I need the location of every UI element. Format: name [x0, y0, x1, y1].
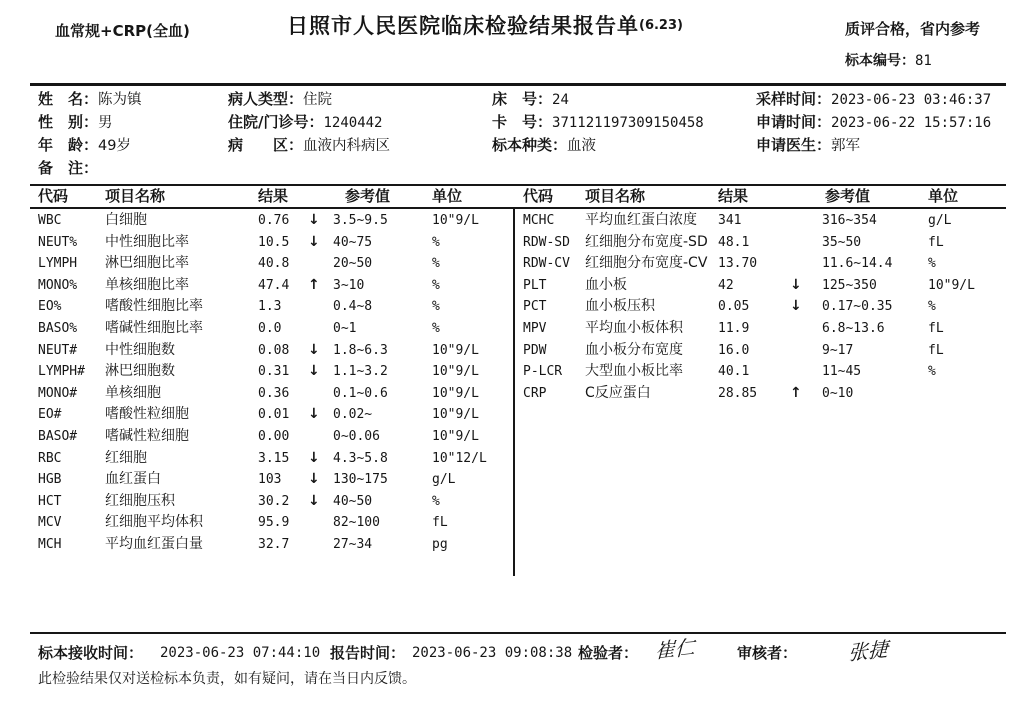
- test-unit: %: [432, 256, 440, 272]
- test-name: 红细胞分布宽度-SD: [585, 233, 708, 250]
- test-result: 0.0: [258, 320, 282, 336]
- examiner-label: 检验者：: [578, 644, 639, 662]
- reference-range: 82~100: [333, 515, 380, 531]
- test-type-label: 血常规+CRP(全血): [55, 22, 190, 40]
- reference-range: 0~1: [333, 320, 357, 336]
- patient-sex-field: 性 别：男: [38, 113, 113, 131]
- col-header-name: 项目名称: [585, 187, 646, 205]
- report-footer: [0, 634, 1036, 666]
- abnormal-flag-icon: [308, 534, 333, 556]
- ward-field: 病 区：血液内科病区: [228, 136, 391, 154]
- reference-range: 6.8~13.6: [822, 320, 885, 336]
- test-result: 10.5: [258, 234, 290, 250]
- abnormal-flag-icon: [308, 318, 333, 340]
- abnormal-flag-icon: [308, 512, 333, 534]
- test-result: 0.08: [258, 342, 290, 358]
- col-header-code: 代码: [38, 187, 69, 205]
- abnormal-flag-icon: [790, 210, 822, 232]
- abnormal-flag-icon: ↓: [308, 233, 320, 250]
- test-result: 13.70: [718, 256, 758, 272]
- test-result: 28.85: [718, 385, 758, 401]
- reference-range: 0.4~8: [333, 299, 373, 315]
- patient-row: [30, 88, 1006, 111]
- patient-row: [30, 157, 1006, 180]
- test-code: PDW: [523, 342, 547, 358]
- test-unit: %: [928, 364, 936, 380]
- page-title: [287, 10, 683, 40]
- test-code: MONO%: [38, 277, 78, 293]
- test-unit: %: [432, 320, 440, 336]
- test-result: 47.4: [258, 277, 290, 293]
- table-row: [30, 534, 513, 556]
- patient-row: [30, 111, 1006, 134]
- test-name: 血红蛋白: [105, 471, 161, 488]
- abnormal-flag-icon: [790, 253, 822, 275]
- reference-range: 40~50: [333, 493, 373, 509]
- test-unit: 10"9/L: [432, 364, 479, 380]
- test-code: HGB: [38, 472, 62, 488]
- results-table-header: [30, 186, 1006, 207]
- test-code: PCT: [523, 299, 547, 315]
- table-row: [516, 210, 1006, 232]
- table-row: [30, 383, 513, 405]
- abnormal-flag-icon: [308, 426, 333, 448]
- patient-info: [30, 88, 1006, 180]
- test-name: 大型血小板比率: [585, 363, 683, 380]
- patient-age-field: 年 龄：49岁: [38, 136, 131, 154]
- test-result: 48.1: [718, 234, 750, 250]
- test-unit: %: [928, 256, 936, 272]
- test-unit: %: [432, 299, 440, 315]
- test-result: 16.0: [718, 342, 750, 358]
- table-row: [30, 426, 513, 448]
- test-code: P-LCR: [523, 364, 563, 380]
- test-name: 嗜碱性粒细胞: [105, 427, 189, 444]
- test-unit: 10"9/L: [928, 277, 975, 293]
- test-result: 32.7: [258, 536, 290, 552]
- footer-divider: [30, 632, 1006, 634]
- remark-field: 备 注：: [38, 159, 99, 177]
- test-result: 0.31: [258, 364, 290, 380]
- test-result: 42: [718, 277, 734, 293]
- abnormal-flag-icon: [308, 253, 333, 275]
- card-number-field: 卡 号：371121197309150458: [492, 113, 704, 131]
- table-row: [516, 275, 1006, 297]
- test-result: 11.9: [718, 320, 750, 336]
- test-result: 341: [718, 213, 742, 228]
- abnormal-flag-icon: ↓: [308, 449, 320, 466]
- col-header-result: 结果: [718, 187, 749, 205]
- test-name: 血小板: [585, 276, 627, 293]
- table-row: [30, 512, 513, 534]
- report-time-label: 报告时间：: [330, 644, 406, 662]
- abnormal-flag-icon: ↓: [790, 276, 802, 293]
- results-table-left: [30, 210, 513, 556]
- reference-range: 20~50: [333, 256, 373, 272]
- test-code: BASO%: [38, 320, 78, 336]
- test-unit: fL: [432, 515, 448, 531]
- abnormal-flag-icon: ↓: [790, 298, 802, 315]
- test-code: LYMPH: [38, 256, 78, 272]
- abnormal-flag-icon: ↓: [308, 341, 320, 358]
- test-code: MCV: [38, 515, 62, 531]
- test-name: 红细胞: [105, 449, 147, 466]
- test-result: 0.36: [258, 385, 290, 401]
- reference-range: 3.5~9.5: [333, 213, 388, 228]
- test-unit: [928, 383, 1006, 405]
- reference-range: 11~45: [822, 364, 862, 380]
- header-divider: [30, 83, 1006, 86]
- test-name: 平均血小板体积: [585, 319, 683, 336]
- test-result: 95.9: [258, 515, 290, 531]
- abnormal-flag-icon: ↓: [308, 471, 320, 488]
- abnormal-flag-icon: [308, 383, 333, 405]
- test-unit: %: [432, 493, 440, 509]
- test-result: 0.01: [258, 407, 290, 423]
- col-header-ref: 参考值: [345, 187, 391, 205]
- col-header-name: 项目名称: [105, 187, 166, 205]
- test-result: 40.1: [718, 364, 750, 380]
- test-code: RBC: [38, 450, 62, 466]
- sampling-time-field: 采样时间：2023-06-23 03:46:37: [756, 90, 992, 108]
- sample-number-value: 81: [915, 53, 932, 69]
- test-name: 单核细胞: [105, 384, 161, 401]
- report-time-value: 2023-06-23 09:08:38: [412, 645, 573, 661]
- abnormal-flag-icon: ↓: [308, 212, 320, 228]
- col-header-unit: 单位: [928, 187, 959, 205]
- abnormal-flag-icon: [790, 361, 822, 383]
- test-unit: fL: [928, 320, 944, 336]
- disclaimer-text: 此检验结果仅对送检标本负责，如有疑问，请在当日内反馈。: [38, 671, 416, 687]
- test-code: PLT: [523, 277, 547, 293]
- test-code: EO%: [38, 299, 62, 315]
- abnormal-flag-icon: [790, 340, 822, 362]
- test-result: 1.3: [258, 299, 282, 315]
- test-unit: 10"9/L: [432, 428, 479, 444]
- table-row: [516, 296, 1006, 318]
- reference-range: 316~354: [822, 213, 877, 228]
- test-code: NEUT%: [38, 234, 78, 250]
- table-row: [30, 469, 513, 491]
- test-name: 红细胞平均体积: [105, 514, 203, 531]
- table-row: [516, 383, 1006, 405]
- col-header-code: 代码: [523, 187, 554, 205]
- test-unit: pg: [432, 536, 448, 552]
- received-time-label: 标本接收时间：: [38, 644, 144, 662]
- table-row: [30, 275, 513, 297]
- reference-range: 0.1~0.6: [333, 385, 388, 401]
- test-unit: 10"9/L: [432, 385, 479, 401]
- test-name: 红细胞分布宽度-CV: [585, 255, 708, 272]
- test-code: EO#: [38, 407, 62, 423]
- results-table-right: [516, 210, 1006, 404]
- test-code: NEUT#: [38, 342, 78, 358]
- test-result: 3.15: [258, 450, 290, 466]
- table-row: [30, 210, 513, 232]
- test-name: 淋巴细胞比率: [105, 255, 189, 272]
- reference-range: 130~175: [333, 472, 388, 488]
- reference-range: 0.17~0.35: [822, 299, 893, 315]
- sample-number-label: 标本编号：: [845, 53, 915, 69]
- test-unit: 10"9/L: [432, 213, 479, 228]
- test-unit: g/L: [928, 213, 952, 228]
- test-name: 平均血红蛋白量: [105, 535, 203, 552]
- test-code: MPV: [523, 320, 547, 336]
- reference-range: 0.02~: [333, 407, 373, 423]
- examiner-signature: 崔仁: [654, 634, 696, 664]
- abnormal-flag-icon: [790, 232, 822, 254]
- received-time-value: 2023-06-23 07:44:10: [160, 645, 321, 661]
- reference-range: 11.6~14.4: [822, 256, 893, 272]
- specimen-type-field: 标本种类：血液: [492, 136, 597, 154]
- abnormal-flag-icon: ↓: [308, 492, 320, 509]
- col-header-result: 结果: [258, 187, 289, 205]
- test-result: 0.76: [258, 213, 290, 228]
- test-name: 白细胞: [105, 212, 147, 228]
- table-row: [516, 232, 1006, 254]
- test-code: RDW-SD: [523, 234, 570, 250]
- col-header-ref: 参考值: [825, 187, 871, 205]
- test-unit: %: [432, 277, 440, 293]
- sample-number: [845, 50, 932, 70]
- bed-number-field: 床 号：24: [492, 90, 569, 108]
- abnormal-flag-icon: ↓: [308, 406, 320, 423]
- test-code: HCT: [38, 493, 62, 509]
- test-name: 中性细胞数: [105, 341, 175, 358]
- test-name: 淋巴细胞数: [105, 363, 175, 380]
- requesting-doctor-field: 申请医生：郭军: [756, 136, 861, 154]
- test-code: BASO#: [38, 428, 78, 444]
- table-row: [30, 318, 513, 340]
- reference-range: 35~50: [822, 234, 862, 250]
- patient-name-field: 姓 名：陈为镇: [38, 90, 142, 108]
- abnormal-flag-icon: [308, 296, 333, 318]
- test-unit: %: [432, 234, 440, 250]
- reference-range: 1.8~6.3: [333, 342, 388, 358]
- test-name: 嗜酸性粒细胞: [105, 406, 189, 423]
- reviewer-label: 审核者：: [737, 644, 798, 662]
- test-unit: %: [928, 299, 936, 315]
- test-code: RDW-CV: [523, 256, 570, 272]
- test-name: 血小板分布宽度: [585, 341, 683, 358]
- test-code: CRP: [523, 385, 547, 401]
- reference-range: 27~34: [333, 536, 373, 552]
- hospital-report-title: 日照市人民医院临床检验结果报告单: [287, 14, 639, 38]
- admission-number-field: 住院/门诊号：1240442: [228, 113, 383, 131]
- test-name: 嗜酸性细胞比率: [105, 298, 203, 315]
- abnormal-flag-icon: ↑: [790, 384, 802, 401]
- reference-range: 0~0.06: [333, 428, 380, 444]
- table-row: [30, 296, 513, 318]
- test-name: 中性细胞比率: [105, 233, 189, 250]
- test-code: MCH: [38, 536, 62, 552]
- test-code: WBC: [38, 213, 62, 228]
- table-row: [30, 340, 513, 362]
- reference-range: 40~75: [333, 234, 373, 250]
- test-result: 103: [258, 472, 282, 488]
- test-name: 嗜碱性细胞比率: [105, 319, 203, 336]
- test-result: 30.2: [258, 493, 290, 509]
- test-unit: fL: [928, 342, 944, 358]
- reviewer-signature: 张捷: [847, 636, 889, 666]
- table-row: [30, 448, 513, 470]
- patient-row: [30, 134, 1006, 157]
- reference-range: 3~10: [333, 277, 365, 293]
- test-unit: fL: [928, 234, 944, 250]
- table-row: [30, 253, 513, 275]
- test-code: MCHC: [523, 213, 555, 228]
- table-row: [516, 340, 1006, 362]
- test-unit: 10"9/L: [432, 342, 479, 358]
- test-name: 红细胞压积: [105, 492, 175, 509]
- abnormal-flag-icon: ↑: [308, 276, 320, 293]
- test-unit: 10"9/L: [432, 407, 479, 423]
- request-time-field: 申请时间：2023-06-22 15:57:16: [756, 113, 992, 131]
- table-row: [516, 318, 1006, 340]
- test-name: C反应蛋白: [585, 384, 651, 401]
- test-code: MONO#: [38, 385, 78, 401]
- test-result: 0.00: [258, 428, 290, 444]
- table-row: [516, 253, 1006, 275]
- table-row: [30, 232, 513, 254]
- title-version: (6.23): [639, 18, 683, 33]
- reference-range: 9~17: [822, 342, 854, 358]
- col-header-unit: 单位: [432, 187, 463, 205]
- table-row: [30, 361, 513, 383]
- test-unit: 10"12/L: [432, 450, 487, 466]
- reference-range: 0~10: [822, 385, 854, 401]
- test-unit: g/L: [432, 472, 456, 488]
- patient-type-field: 病人类型：住院: [228, 90, 333, 108]
- table-header-divider: [30, 207, 1006, 209]
- table-row: [516, 361, 1006, 383]
- test-result: 0.05: [718, 299, 750, 315]
- test-name: 血小板压积: [585, 298, 655, 315]
- table-row: [30, 491, 513, 513]
- test-name: 平均血红蛋白浓度: [585, 212, 697, 228]
- quality-status: 质评合格，省内参考: [845, 20, 981, 38]
- reference-range: 1.1~3.2: [333, 364, 388, 380]
- table-vertical-divider: [513, 209, 515, 576]
- abnormal-flag-icon: [790, 318, 822, 340]
- reference-range: 4.3~5.8: [333, 450, 388, 466]
- abnormal-flag-icon: ↓: [308, 363, 320, 380]
- test-result: 40.8: [258, 256, 290, 272]
- reference-range: 125~350: [822, 277, 877, 293]
- test-name: 单核细胞比率: [105, 276, 189, 293]
- table-row: [30, 404, 513, 426]
- test-code: LYMPH#: [38, 364, 85, 380]
